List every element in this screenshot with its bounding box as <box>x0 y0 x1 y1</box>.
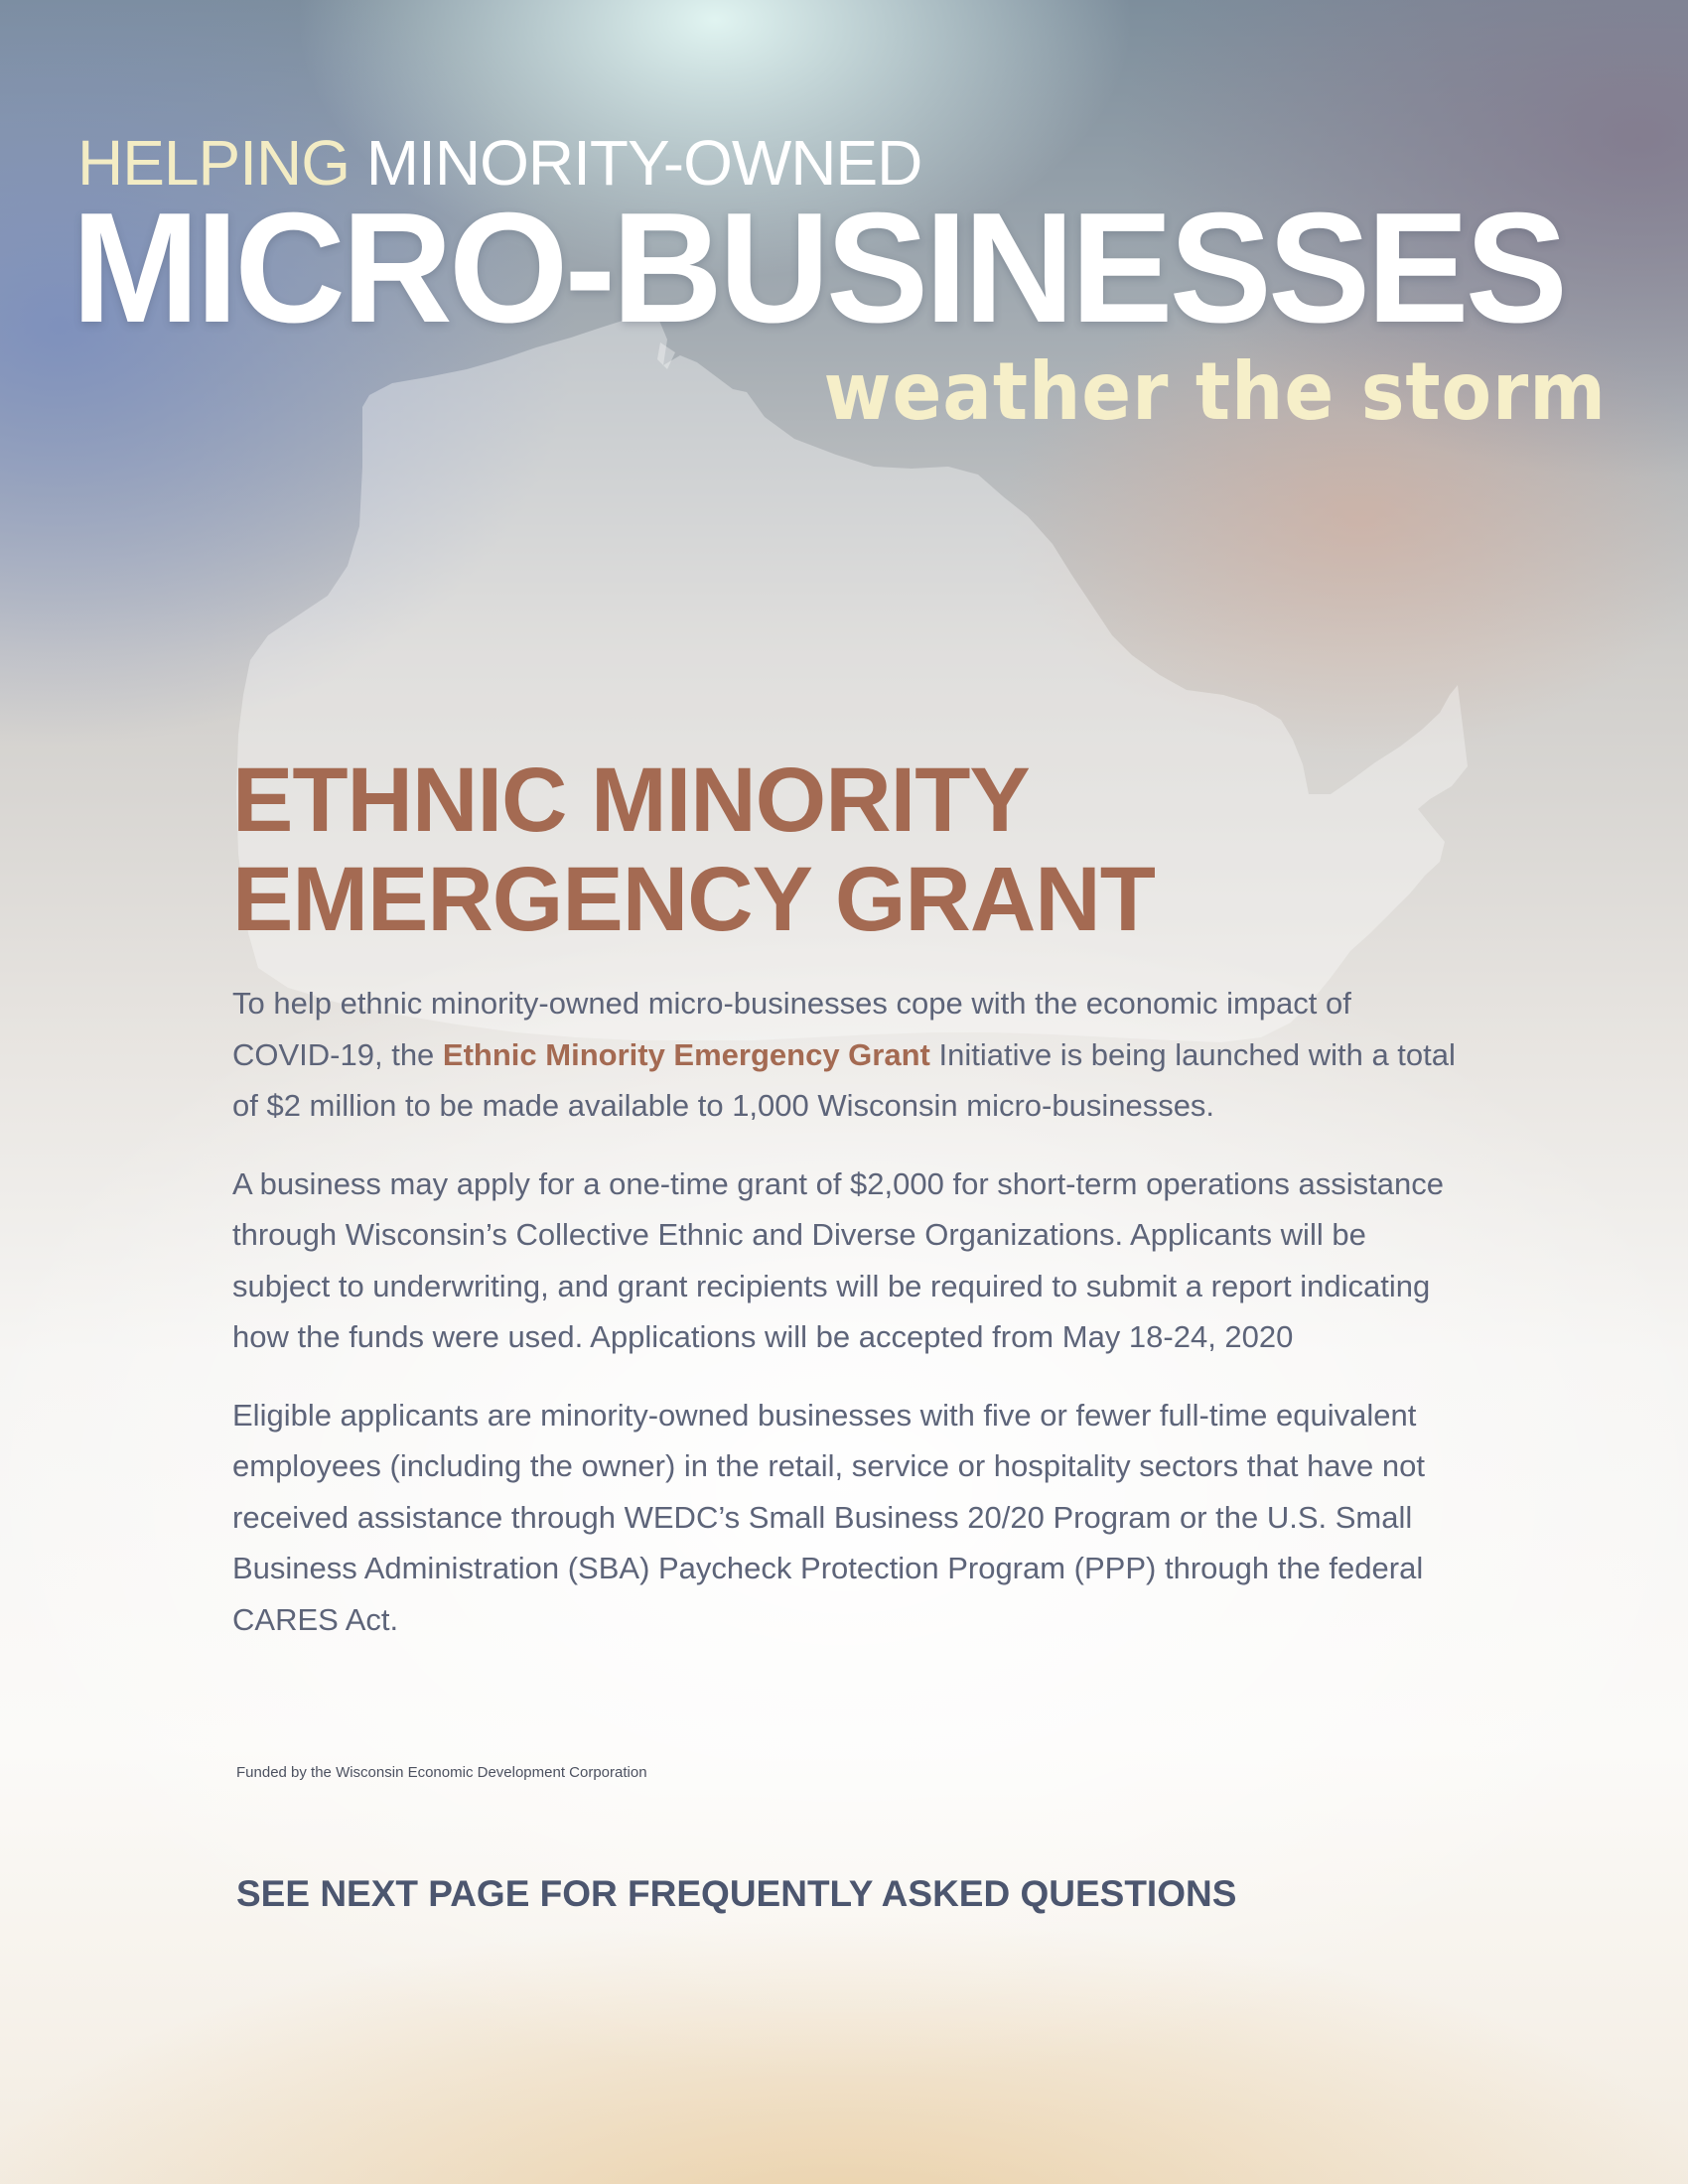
intro-text-start: To help ethnic minority-owned micro-businesses cope with the economic impact of COVID-19, the <box>232 986 1351 1072</box>
funded-by-note: Funded by the Wisconsin Economic Development Corporation <box>236 1764 647 1781</box>
hero-title: MICRO-BUSINESSES <box>71 181 1565 355</box>
header-kicker-minority-owned: MINORITY-OWNED <box>365 127 922 199</box>
grant-title-line2: EMERGENCY GRANT <box>232 849 1155 950</box>
grant-title-line1: ETHNIC MINORITY <box>232 750 1030 851</box>
intro-text-end: Initiative is being launched with a total of $2 million to be made available to 1,000 Wisconsin micro-businesses. <box>232 1036 1456 1123</box>
body-copy <box>232 978 1464 1672</box>
hero-subtitle: weather the storm <box>823 345 1607 438</box>
intro-paragraph <box>232 978 1464 1132</box>
grant-title <box>232 751 1155 949</box>
program-name-highlight: Ethnic Minority Emergency Grant <box>442 1036 930 1072</box>
eligibility-paragraph: Eligible applicants are minority-owned businesses with five or fewer full-time equivalent employees (including the owner) in the retail, service or hospitality sectors that have not received assistance through WEDC’s Small Business 20/20 Program or the U.S. Small Business Administration (SBA) Paycheck Protection Program (PPP) through the federal CARES Act. <box>232 1397 1425 1637</box>
grant-details-paragraph: A business may apply for a one-time grant of $2,000 for short-term operations assistance through Wisconsin’s Collective Ethnic and Diverse Organizations. Applicants will be subject to underwriting, and grant recipients will be required to submit a report indicating how the funds were used. Applications will be accepted from May 18-24, 2020 <box>232 1165 1444 1354</box>
see-next-page-note: SEE NEXT PAGE FOR FREQUENTLY ASKED QUESTIONS <box>236 1873 1237 1914</box>
header-kicker-helping: HELPING <box>77 127 350 199</box>
